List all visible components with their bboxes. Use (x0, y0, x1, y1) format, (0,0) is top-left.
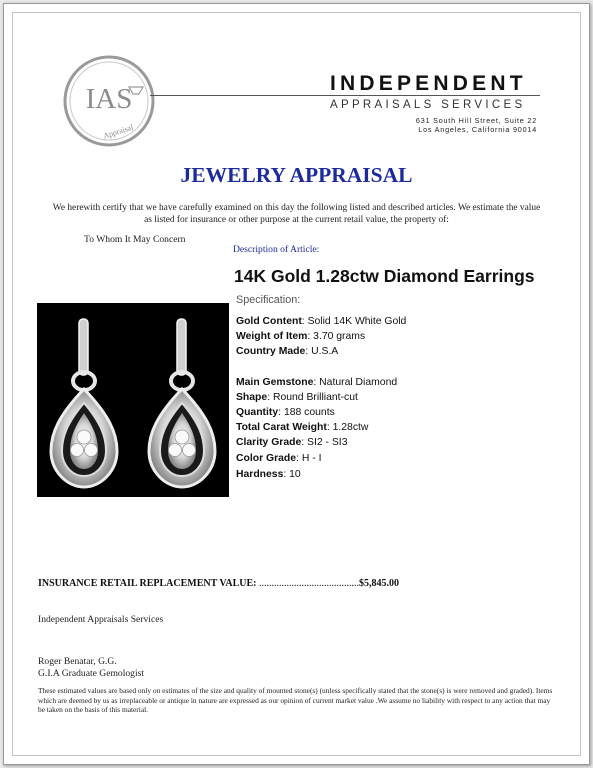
spec-row (236, 437, 347, 449)
spec-label: Gold Content (236, 316, 302, 327)
spec-separator: : (305, 346, 312, 357)
right-earring (149, 319, 215, 487)
spec-separator: : (301, 437, 308, 448)
spec-row (236, 469, 301, 481)
spec-separator: : (326, 422, 333, 433)
certification-text: We herewith certify that we have carefully examined on this day the following listed and described articles. We estimate the value as listed for insurance or other purpose at the current retail value, the property of: (52, 203, 541, 225)
company-subname: APPRAISALS SERVICES (330, 99, 526, 111)
spec-value: U.S.A (311, 346, 339, 357)
earrings-illustration (37, 303, 229, 497)
signer-title: G.I.A Graduate Gemologist (38, 668, 145, 679)
spec-row (236, 422, 368, 434)
spec-row (236, 392, 358, 404)
spec-separator: : (301, 316, 308, 327)
spec-separator: : (313, 377, 320, 388)
spec-value: H - I (301, 453, 322, 464)
spec-value: Natural Diamond (319, 377, 398, 388)
spec-label: Hardness (236, 469, 284, 480)
spec-label: Weight of Item (236, 331, 308, 342)
specification-label: Specification: (236, 294, 301, 306)
spec-separator: : (278, 407, 284, 418)
valuation-label: INSURANCE RETAIL REPLACEMENT VALUE: (38, 578, 257, 589)
spec-value: 10 (289, 469, 301, 480)
valuation-amount: $5,845.00 (358, 578, 399, 589)
spec-label: Quantity (236, 407, 279, 418)
recipient: To Whom It May Concern (84, 234, 186, 245)
spec-separator: : (307, 331, 314, 342)
address-line2: Los Angeles, California 90014 (418, 125, 537, 134)
spec-row (236, 407, 335, 419)
logo-text: IAS (85, 83, 133, 115)
spec-value: 3.70 grams (313, 331, 366, 342)
description-label: Description of Article: (233, 244, 320, 255)
spec-row (236, 453, 321, 465)
spec-value: Round Brilliant-cut (272, 392, 358, 403)
valuation-leader: ........................................ (258, 578, 359, 589)
document-title: JEWELRY APPRAISAL (180, 163, 413, 187)
address-line1: 631 South Hill Street, Suite 22 (415, 116, 537, 125)
spec-value: Solid 14K White Gold (307, 316, 407, 327)
earrings-photo (37, 303, 229, 497)
left-earring (51, 319, 117, 487)
spec-value: SI2 - SI3 (307, 437, 348, 448)
spec-label: Total Carat Weight (236, 422, 327, 433)
spec-separator: : (296, 453, 302, 464)
spec-label: Country Made (236, 346, 306, 357)
signer-name: Roger Benatar, G.G. (38, 656, 117, 667)
spec-label: Shape (236, 392, 268, 403)
company-name: INDEPENDENT (330, 72, 527, 95)
spec-label: Clarity Grade (236, 437, 302, 448)
disclaimer-text: These estimated values are based only on estimates of the size and quality of mounted stone(s) (unless specifically stated that the stone(s) is were removed and graded). Items which are deemed by us as irreplaceable or antique in nature are expressed as our opinion of current market value .We assume no liability with respect to any action that may be taken on the basis of this material. (38, 686, 553, 715)
footer-company: Independent Appraisals Services (38, 614, 164, 625)
spec-label: Color Grade (236, 453, 297, 464)
spec-separator: : (283, 469, 290, 480)
spec-row (236, 377, 397, 389)
spec-value: 1.28ctw (332, 422, 369, 433)
spec-separator: : (267, 392, 273, 403)
item-title: 14K Gold 1.28ctw Diamond Earrings (234, 266, 535, 286)
spec-label: Main Gemstone (236, 377, 314, 388)
spec-row (236, 331, 365, 343)
ias-logo (63, 55, 155, 147)
spec-row (236, 316, 406, 328)
valuation-line (38, 578, 399, 589)
spec-row (236, 346, 338, 358)
logo-subtext: Appraisal (102, 122, 135, 141)
spec-value: 188 counts (283, 407, 335, 418)
